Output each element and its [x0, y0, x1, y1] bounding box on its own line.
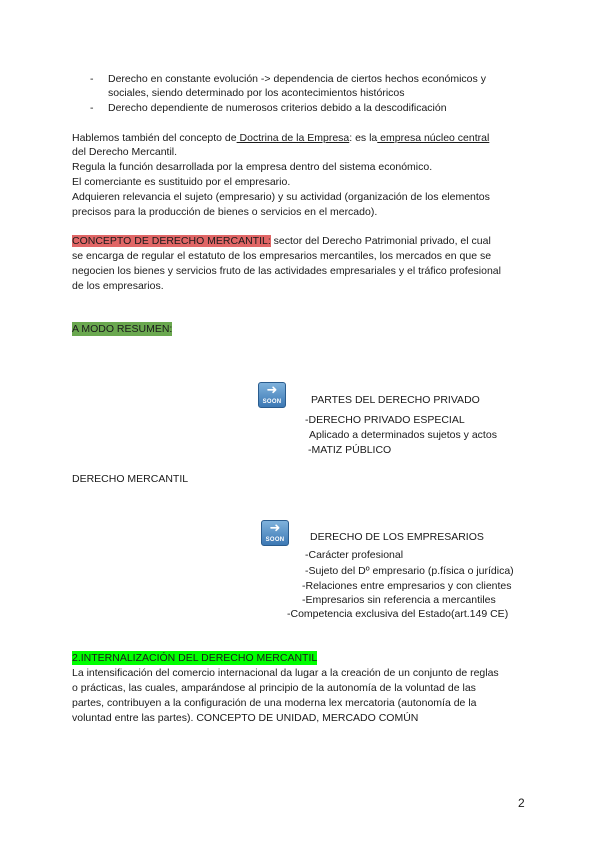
- internalizacion-line-3: partes, contribuyen a la configuración de una moderna lex mercatoria (autonomía de la: [72, 697, 477, 709]
- doctrina-line-3: Regula la función desarrollada por la empresa dentro del sistema económico.: [72, 161, 433, 173]
- concepto-line-2: se encarga de regular el estatuto de los empresarios mercantiles, los mercados en que se: [72, 250, 492, 262]
- concepto-line-3: negocien los bienes y servicios fruto de las actividades empresariales y el tráfico profesional: [72, 265, 501, 277]
- concepto-line-1: [72, 234, 491, 248]
- branch-1-item: Aplicado a determinados sujetos y actos: [309, 429, 497, 441]
- branch-1-item: -DERECHO PRIVADO ESPECIAL: [305, 414, 465, 426]
- bullet-1-line-1: Derecho en constante evolución -> dependencia de ciertos hechos económicos y: [108, 73, 486, 85]
- branch-2-title: DERECHO DE LOS EMPRESARIOS: [310, 531, 484, 543]
- concepto-line-4: de los empresarios.: [72, 280, 164, 292]
- doctrina-line-4: El comerciante es sustituido por el empresario.: [72, 176, 291, 188]
- doctrina-line-5: Adquieren relevancia el sujeto (empresario) y su actividad (organización de los elementos: [72, 191, 490, 203]
- resumen-label: A MODO RESUMEN:: [72, 323, 173, 335]
- doctrina-line-6: precisos para la producción de bienes o servicios en el mercado).: [72, 206, 378, 218]
- internalizacion-line-2: o prácticas, las cuales, amparándose al principio de la autonomía de la voluntad de las: [72, 682, 476, 694]
- doctrina-line-1: [72, 131, 489, 145]
- branch-1-item: -MATIZ PÚBLICO: [308, 444, 392, 456]
- bullet-1-line-2: sociales, siendo determinado por los acontecimientos históricos: [108, 87, 405, 99]
- branch-2-item: -Relaciones entre empresarios y con clientes: [302, 580, 512, 592]
- branch-2-item: -Sujeto del Dº empresario (p.física o jurídica): [305, 565, 514, 577]
- bullet-marker: -: [90, 73, 94, 85]
- branch-2-item: -Competencia exclusiva del Estado(art.149 CE): [287, 608, 509, 620]
- internalizacion-line-4: voluntad entre las partes). CONCEPTO DE UNIDAD, MERCADO COMÚN: [72, 712, 419, 724]
- doctrina-pre: Hablemos también del concepto de: [72, 132, 237, 144]
- diagram-root: DERECHO MERCANTIL: [72, 473, 189, 485]
- concepto-label: CONCEPTO DE DERECHO MERCANTIL:: [72, 235, 271, 247]
- concepto-line-1-rest: sector del Derecho Patrimonial privado, el cual: [270, 235, 491, 247]
- bullet-marker: -: [90, 102, 94, 114]
- soon-arrow-icon: ➜ SOON: [258, 382, 286, 408]
- internalizacion-heading: 2.INTERNALIZACIÓN DEL DERECHO MERCANTIL: [72, 652, 318, 664]
- doctrina-empresa-term: Doctrina de la Empresa: [236, 132, 350, 144]
- soon-arrow-icon: ➜ SOON: [261, 520, 289, 546]
- internalizacion-line-1: La intensificación del comercio internacional da lugar a la creación de un conjunto de reglas: [72, 667, 499, 679]
- empresa-nucleo-term: empresa núcleo central: [377, 132, 490, 144]
- branch-1-title: PARTES DEL DERECHO PRIVADO: [311, 394, 480, 406]
- bullet-2: Derecho dependiente de numerosos criterios debido a la descodificación: [108, 102, 447, 114]
- branch-2-item: -Empresarios sin referencia a mercantiles: [302, 594, 496, 606]
- branch-2-item: -Carácter profesional: [305, 549, 404, 561]
- doctrina-line-2: del Derecho Mercantil.: [72, 146, 178, 158]
- page-number: 2: [518, 796, 525, 810]
- doctrina-mid: : es la: [349, 132, 378, 144]
